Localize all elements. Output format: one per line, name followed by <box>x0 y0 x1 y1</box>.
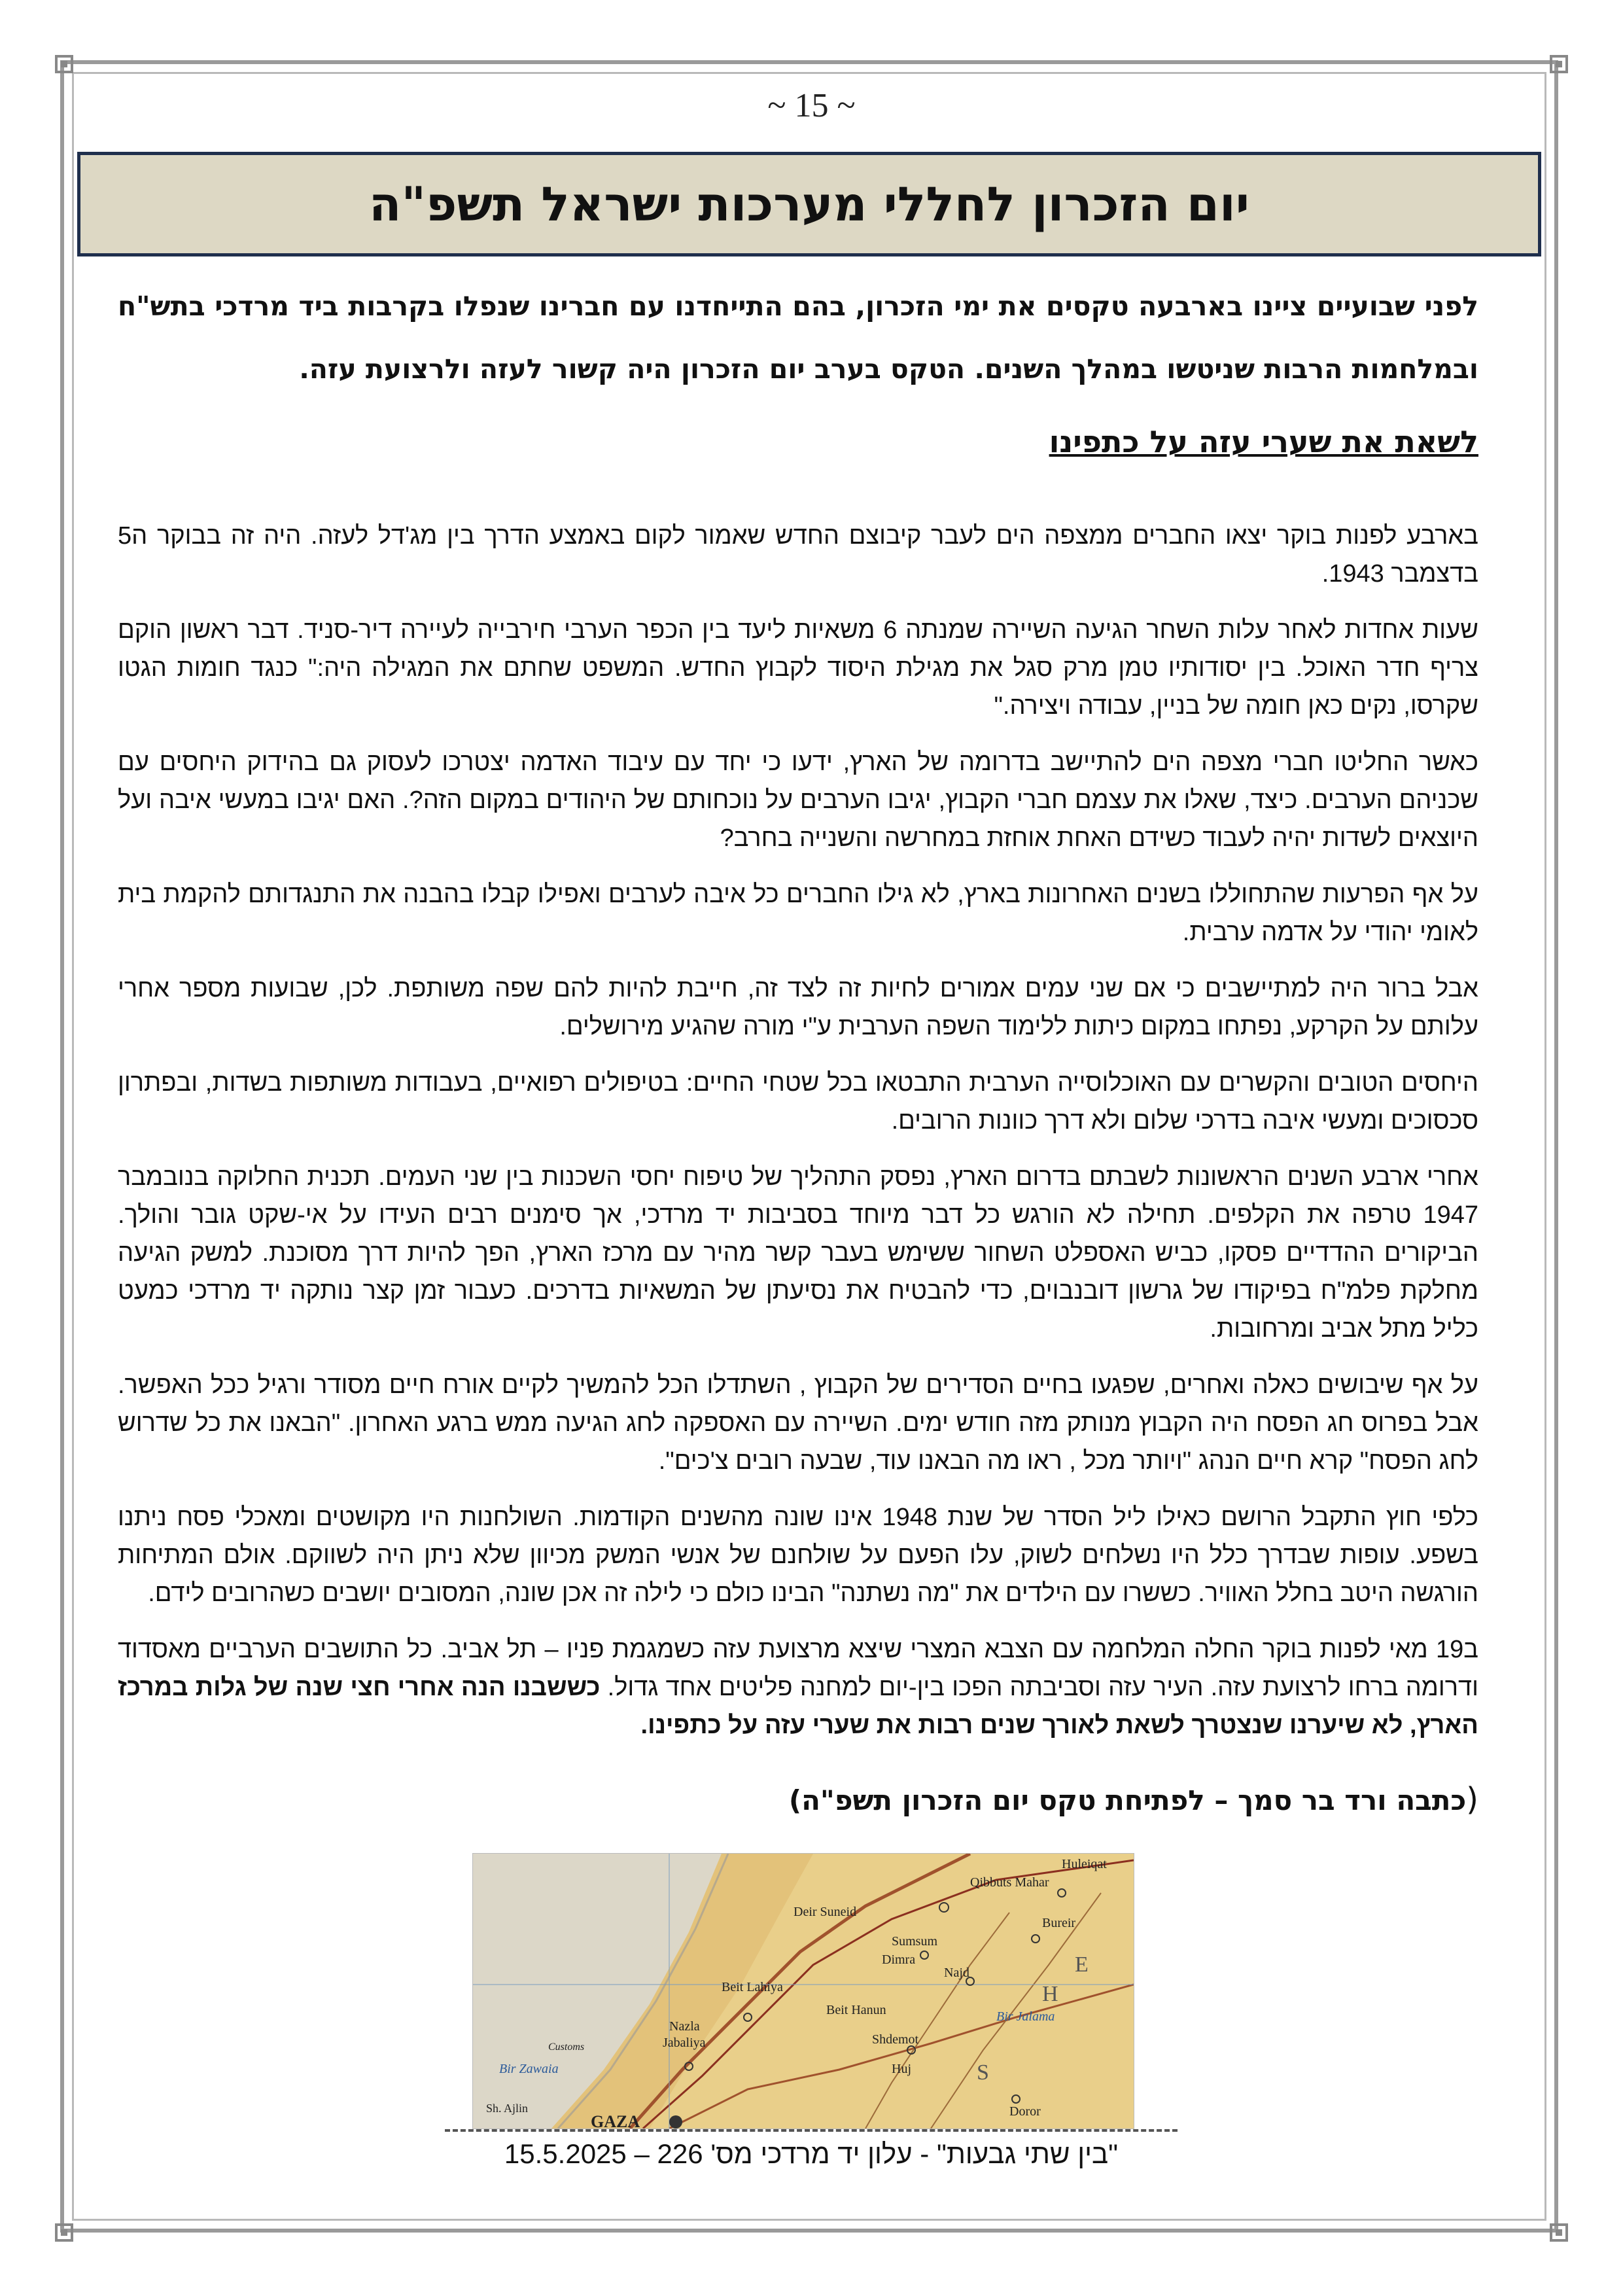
intro-paragraph: לפני שבועיים ציינו בארבעה טקסים את ימי הזכרון, בהם התייחדנו עם חברינו שנפלו בקרבות ביד מרדכי בתש"ח ובמלחמות הרבות שניטשו במהלך השנים. הטקס בערב יום הזכרון היה קשור לעזה ולרצועת עזה. <box>118 291 1478 385</box>
map-region-letter: E <box>1075 1952 1089 1977</box>
corner-ornament-icon <box>1550 2223 1568 2242</box>
paragraph: על אף הפרעות שהתחוללו בשנים האחרונות בארץ, לא גילו החברים כל איבה לערבים ואפילו קבלו בהבנה את התנגדותם להקמת בית לאומי יהודי על אדמה ערבית. <box>118 881 1478 946</box>
map-label: GAZA <box>591 2112 640 2129</box>
paragraph: אחרי ארבע השנים הראשונות לשבתם בדרום הארץ, נפסק התהליך של טיפוח יחסי השכנות בין שני העמים. תכנית החלוקה בנובמבר 1947 טרפה את הקלפים. תחילה לא הורגש כל דבר מיוחד בסביבות יד מרדכי, אך סימנים רבים העידו על אי-שקט גובר והולך. הביקורים ההדדיים פסקו, כביש האספלט השחור ששימש בעבר קשר מהיר עם מרכז הארץ, הפך להיות דרך מסוכנת. למשק הגיעה מחלקת פלמ"ח בפיקודו של גרשון דובנבוים, כדי להבטיח את נסיעתן של המשאיות בדרכים. כעבור זמן קצר נותקה יד מרדכי כמעט כליל מתל אביב ומרחובות. <box>118 1163 1478 1343</box>
map-label: Doror <box>1009 2104 1041 2119</box>
section-heading: לשאת את שערי עזה על כתפינו <box>1049 424 1478 459</box>
paragraph: היחסים הטובים והקשרים עם האוכלוסייה הערבית התבטאו בכל שטחי החיים: בטיפולים רפואיים, בעבודות משותפות בשדות, ובפתרון סכסוכים ומעשי איבה בדרכי שלום ולא דרך כוונות הרובים. <box>118 1069 1478 1135</box>
map-label: Customs <box>548 2041 585 2053</box>
corner-ornament-icon <box>55 55 73 73</box>
paragraph: כאשר החליטו חברי מצפה הים להתיישב בדרומה של הארץ, ידעו כי יחד עם עיבוד האדמה יצטרכו לעסוק גם בהידוק היחסים עם שכניהם הערבים. כיצד, שאלו את עצמם חברי הקבוץ, יגיבו הערבים על נוכחותם של היהודים במקום הזה?. האם יגיבו במעשי איבה ועל היוצאים לשדות יהיה לעבוד כשידם האחת אוחזת במחרשה והשנייה בחרב? <box>118 749 1478 852</box>
signature <box>118 1781 1478 1818</box>
map-label: Bir Jalama <box>996 2009 1055 2024</box>
paragraph-last <box>118 1631 1478 1744</box>
map-region-letter: S <box>977 2060 989 2085</box>
map-label: Bir Zawaia <box>499 2062 559 2076</box>
map-city-marker <box>669 2115 682 2128</box>
gaza-region-map <box>472 1853 1134 2129</box>
article-body <box>118 517 1478 1763</box>
map-label: Huleiqat <box>1062 1857 1107 1871</box>
map-label: Beit Lahiya <box>722 1980 783 1994</box>
paragraph-last-bold: כששבנו הנה אחרי חצי שנה של גלות במרכז הארץ, לא שיערנו שנצטרך לשאת לאורך שנים רבות את שערי עזה על כתפינו. <box>118 1674 1478 1739</box>
footer-divider <box>445 2129 1178 2132</box>
map-label: Shdemot <box>872 2032 919 2047</box>
paragraph: על אף שיבושים כאלה ואחרים, שפגעו בחיים הסדירים של הקבוץ , השתדלו הכל להמשיך לקיים אורח חיים מסודר ורגיל ככל האפשר. אבל בפרוס חג הפסח היה הקבוץ מנותק מזה חודש ימים. השיירה עם האספקה לחג הגיעה ממש ברגע האחרון. "הבאנו את כל שדרוש לחג הפסח" קרא חיים הנהג "ויותר מכל , ראו מה הבאנו עוד, שבעה רובים צ'כים". <box>118 1371 1478 1475</box>
map-label: Dimra <box>882 1952 916 1967</box>
map-label: Najd <box>944 1966 969 1980</box>
paragraph: כלפי חוץ התקבל הרושם כאילו ליל הסדר של שנת 1948 אינו שונה מהשנים הקודמות. השולחנות היו מקושטים ומאכלי פסח ניתנו בשפע. עופות שבדרך כלל היו נשלחים לשוק, עלו הפעם על שולחנם של אנשי המשק מכיוון שלא ניתן היה לשווקם. אולם המתיחות הורגשה היטב בחלל האוויר. כששרו עם הילדים את "מה נשתנה" הבינו כולם כי לילה זה אכן שונה, המסובים יושבים כשהרובים לידם. <box>118 1504 1478 1607</box>
map-region-letter: H <box>1042 1982 1058 2006</box>
paragraph: בארבע לפנות בוקר יצאו החברים ממצפה הים לעבר קיבוצם החדש שאמור לקום באמצע הדרך בין מג'דל לעזה. היה זה בבוקר ה5 בדצמבר 1943. <box>118 522 1478 588</box>
map-label: Jabaliya <box>663 2036 706 2050</box>
map-label: Sumsum <box>892 1934 938 1949</box>
signature-open-paren: ( <box>1466 1781 1478 1818</box>
signature-close-paren: ) <box>788 1784 802 1816</box>
corner-ornament-icon <box>55 2223 73 2242</box>
corner-ornament-icon <box>1550 55 1568 73</box>
map-label: Beit Hanun <box>826 2003 886 2017</box>
map-label: Sh. Ajlin <box>486 2102 529 2115</box>
page-number: ~ 15 ~ <box>767 87 856 124</box>
paragraph: שעות אחדות לאחר עלות השחר הגיעה השיירה שמנתה 6 משאיות ליעד בין הכפר הערבי חירבייה לעיירה דיר-סניד. דבר ראשון הוקם צריף חדר האוכל. בין יסודותיו טמן מרק סגל את מגילת היסוד לקבוץ החדש. המשפט שחתם את המגילה היה:" כנגד חומות הגטו שקרסו, נקים כאן חומה של בניין, עבודה ויצירה." <box>118 616 1479 720</box>
map-label: Deir Suneid <box>794 1905 857 1919</box>
signature-text: כתבה ורד בר סמך – לפתיחת טקס יום הזכרון תשפ"ה <box>801 1784 1467 1816</box>
map-label: Bureir <box>1042 1916 1076 1930</box>
map-label: Qibbuts Mahar <box>970 1875 1049 1890</box>
footer-text: "בין שתי גבעות" - עלון יד מרדכי מס' 226 – 15.5.2025 <box>504 2138 1119 2169</box>
map-label: Nazla <box>669 2019 700 2034</box>
paragraph-last-regular: ב19 מאי לפנות בוקר החלה המלחמה עם הצבא המצרי שיצא מרצועת עזה כשמגמת פניו – תל אביב. כל התושבים הערביים מאסדוד ודרומה ברחו לרצועת עזה. העיר עזה וסביבתה הפכו בין-יום למחנה פליטים אחד גדול. <box>118 1636 1478 1701</box>
title-box <box>77 152 1541 256</box>
map-label: Huj <box>892 2062 911 2076</box>
page-title: יום הזכרון לחללי מערכות ישראל תשפ"ה <box>369 177 1249 232</box>
paragraph: אבל ברור היה למתיישבים כי אם שני עמים אמורים לחיות זה לצד זה, חייבת להיות להם שפה משותפת. לכן, שבועות מספר אחרי עלותם על הקרקע, נפתחו במקום כיתות ללימוד השפה הערבית ע"י מורה שהגיע מירושלים. <box>118 975 1478 1040</box>
